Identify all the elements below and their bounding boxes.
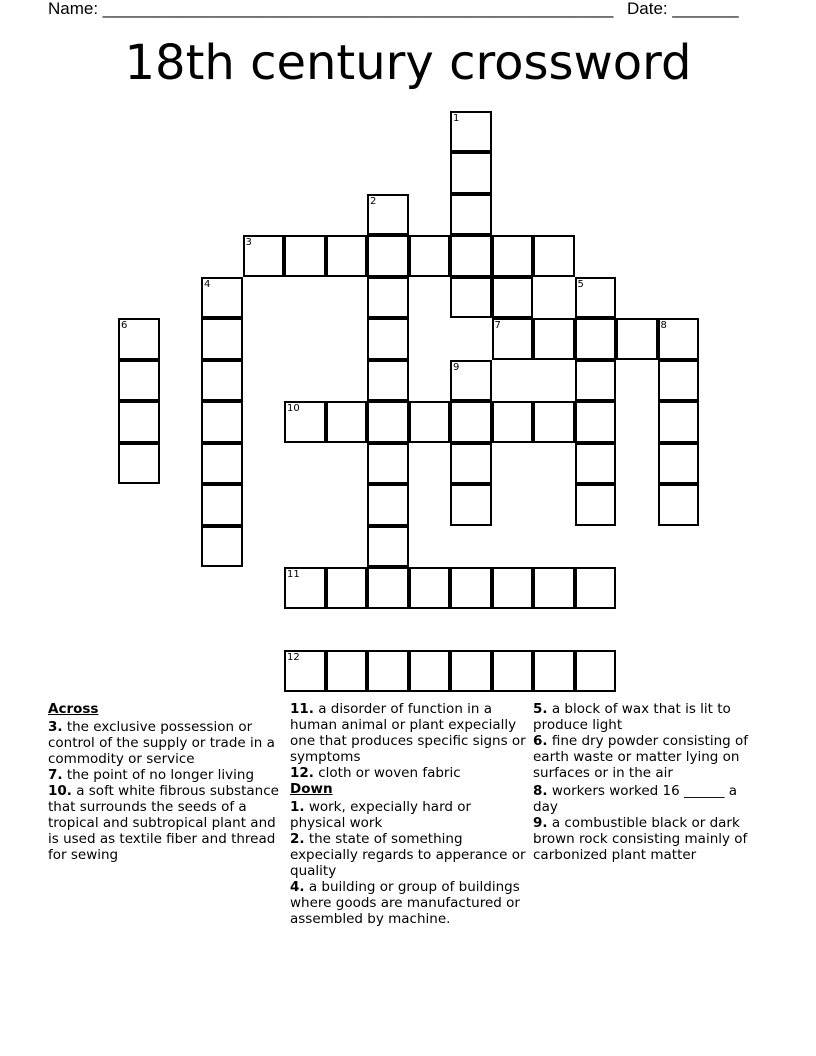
page-title: 18th century crossword xyxy=(124,35,692,91)
clue-number: 2. xyxy=(290,831,305,847)
name-field[interactable]: Name: ______________________________________________________ xyxy=(48,0,614,18)
clue-text: a soft white fibrous substance that surrounds the seeds of a tropical and subtropical plant and is used as textile fiber and thread for sewing xyxy=(48,783,279,863)
crossword-cell[interactable] xyxy=(492,401,534,443)
clue-number: 1. xyxy=(290,799,305,815)
crossword-cell[interactable] xyxy=(367,277,409,319)
clue-across-11 xyxy=(290,701,528,765)
date-field[interactable]: Date: _______ xyxy=(627,0,739,18)
cell-number: 9 xyxy=(453,361,460,373)
cell-number: 12 xyxy=(287,652,300,663)
crossword-cell-5[interactable] xyxy=(575,277,617,319)
crossword-cell[interactable] xyxy=(658,360,700,402)
crossword-cell[interactable] xyxy=(575,567,617,609)
crossword-cell[interactable] xyxy=(201,318,243,360)
cell-number: 3 xyxy=(245,237,252,248)
crossword-cell[interactable] xyxy=(409,401,451,443)
crossword-cell[interactable] xyxy=(201,360,243,402)
crossword-cell[interactable] xyxy=(367,443,409,485)
crossword-cell[interactable] xyxy=(450,277,492,319)
clue-number: 3. xyxy=(48,719,63,735)
crossword-cell[interactable] xyxy=(118,401,160,443)
crossword-cell-8[interactable] xyxy=(658,318,700,360)
cell-number: 2 xyxy=(370,195,377,207)
crossword-cell[interactable] xyxy=(367,318,409,360)
crossword-cell[interactable] xyxy=(367,401,409,443)
cell-number: 7 xyxy=(494,320,501,331)
crossword-cell-10[interactable] xyxy=(284,401,326,443)
crossword-cell[interactable] xyxy=(533,235,575,277)
down-heading: Down xyxy=(290,781,333,797)
clue-text: the exclusive possession or control of the supply or trade in a commodity or service xyxy=(48,719,275,767)
clue-number: 4. xyxy=(290,879,305,895)
crossword-cell[interactable] xyxy=(533,567,575,609)
crossword-cell[interactable] xyxy=(492,650,534,692)
clue-text: a building or group of buildings where goods are manufactured or assembled by machine. xyxy=(290,879,520,927)
crossword-cell[interactable] xyxy=(533,401,575,443)
clue-number: 10. xyxy=(48,783,72,799)
cell-number: 4 xyxy=(204,278,211,290)
crossword-cell[interactable] xyxy=(326,650,368,692)
crossword-cell-9[interactable] xyxy=(450,360,492,402)
clue-text: a combustible black or dark brown rock consisting mainly of carbonized plant matter xyxy=(533,815,748,863)
clue-down-6 xyxy=(533,733,761,781)
crossword-cell-3[interactable] xyxy=(243,235,285,277)
crossword-cell[interactable] xyxy=(201,401,243,443)
crossword-cell[interactable] xyxy=(450,650,492,692)
clue-across-7 xyxy=(48,767,284,783)
crossword-cell[interactable] xyxy=(492,235,534,277)
crossword-cell[interactable] xyxy=(575,360,617,402)
clue-number: 11. xyxy=(290,701,314,717)
clue-number: 9. xyxy=(533,815,548,831)
clue-down-5 xyxy=(533,701,761,733)
crossword-cell[interactable] xyxy=(658,401,700,443)
crossword-cell[interactable] xyxy=(118,443,160,485)
crossword-cell[interactable] xyxy=(326,235,368,277)
clue-text: a disorder of function in a human animal or plant expecially one that produces specific signs or symptoms xyxy=(290,701,526,765)
clue-number: 12. xyxy=(290,765,314,781)
crossword-cell[interactable] xyxy=(201,443,243,485)
clue-text: the state of something expecially regards to apperance or quality xyxy=(290,831,526,879)
crossword-cell[interactable] xyxy=(409,567,451,609)
clue-down-1 xyxy=(290,799,528,831)
crossword-cell[interactable] xyxy=(118,360,160,402)
crossword-cell[interactable] xyxy=(367,484,409,526)
crossword-cell[interactable] xyxy=(367,235,409,277)
clue-column-3 xyxy=(533,701,761,863)
crossword-cell[interactable] xyxy=(409,235,451,277)
crossword-cell[interactable] xyxy=(450,567,492,609)
clue-column-2 xyxy=(290,701,528,927)
crossword-cell[interactable] xyxy=(492,277,534,319)
crossword-cell[interactable] xyxy=(450,152,492,194)
crossword-cell-2[interactable] xyxy=(367,194,409,236)
crossword-cell-12[interactable] xyxy=(284,650,326,692)
clue-across-10 xyxy=(48,783,284,863)
crossword-cell[interactable] xyxy=(533,318,575,360)
crossword-cell[interactable] xyxy=(450,484,492,526)
clue-across-3 xyxy=(48,719,284,767)
crossword-cell[interactable] xyxy=(326,567,368,609)
crossword-cell[interactable] xyxy=(658,484,700,526)
crossword-cell[interactable] xyxy=(533,650,575,692)
cell-number: 1 xyxy=(453,112,460,124)
crossword-cell[interactable] xyxy=(575,401,617,443)
clue-down-8 xyxy=(533,783,761,815)
clue-text: the point of no longer living xyxy=(62,767,255,783)
clue-number: 5. xyxy=(533,701,548,717)
crossword-cell[interactable] xyxy=(450,401,492,443)
crossword-cell[interactable] xyxy=(575,443,617,485)
crossword-cell[interactable] xyxy=(367,650,409,692)
clue-text: cloth or woven fabric xyxy=(313,765,461,781)
crossword-cell[interactable] xyxy=(367,526,409,568)
crossword-cell[interactable] xyxy=(367,567,409,609)
clue-down-9 xyxy=(533,815,761,863)
cell-number: 11 xyxy=(287,569,300,580)
crossword-cell[interactable] xyxy=(201,484,243,526)
crossword-cell[interactable] xyxy=(450,235,492,277)
crossword-cell[interactable] xyxy=(658,443,700,485)
clue-across-12 xyxy=(290,765,528,781)
crossword-cell-4[interactable] xyxy=(201,277,243,319)
crossword-cell-11[interactable] xyxy=(284,567,326,609)
cell-number: 10 xyxy=(287,403,300,414)
clue-column-1 xyxy=(48,701,284,863)
clue-text: fine dry powder consisting of earth waste or matter lying on surfaces or in the air xyxy=(533,733,748,781)
crossword-cell-7[interactable] xyxy=(492,318,534,360)
clue-down-2 xyxy=(290,831,528,879)
clue-text: a block of wax that is lit to produce light xyxy=(533,701,731,733)
crossword-cell[interactable] xyxy=(326,401,368,443)
cell-number: 6 xyxy=(121,320,128,331)
crossword-cell[interactable] xyxy=(575,650,617,692)
crossword-cell[interactable] xyxy=(575,484,617,526)
crossword-cell[interactable] xyxy=(367,360,409,402)
cell-number: 8 xyxy=(660,320,667,331)
crossword-cell[interactable] xyxy=(201,526,243,568)
clue-number: 6. xyxy=(533,733,548,749)
cell-number: 5 xyxy=(577,278,584,290)
clue-number: 8. xyxy=(533,783,548,799)
clue-number: 7. xyxy=(48,767,63,783)
clue-down-4 xyxy=(290,879,528,927)
crossword-cell[interactable] xyxy=(575,318,617,360)
clue-text: work, expecially hard or physical work xyxy=(290,799,472,831)
clue-text: workers worked 16 ______ a day xyxy=(533,783,738,815)
crossword-cell[interactable] xyxy=(616,318,658,360)
crossword-cell-1[interactable] xyxy=(450,111,492,153)
crossword-cell[interactable] xyxy=(492,567,534,609)
crossword-cell[interactable] xyxy=(409,650,451,692)
crossword-cell[interactable] xyxy=(450,194,492,236)
crossword-cell[interactable] xyxy=(450,443,492,485)
crossword-cell-6[interactable] xyxy=(118,318,160,360)
across-heading: Across xyxy=(48,701,99,717)
crossword-cell[interactable] xyxy=(284,235,326,277)
